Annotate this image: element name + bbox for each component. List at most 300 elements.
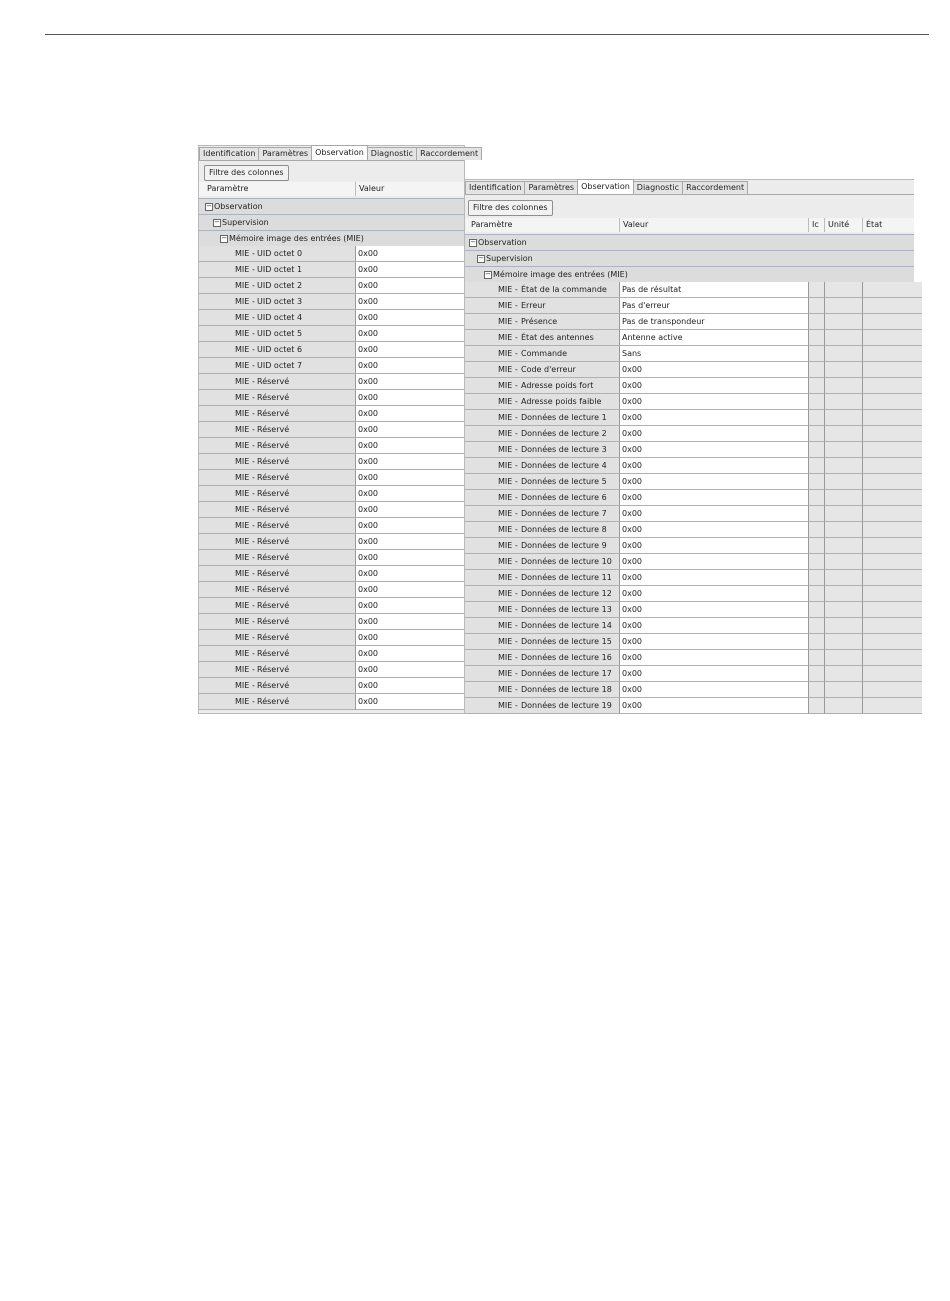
unit-cell [824,362,862,378]
parameter-cell [465,490,619,506]
unit-cell [824,378,862,394]
table-row[interactable] [465,682,914,698]
right-group-observation-label: Observation [478,238,527,247]
parameter-prefix: MIE - [498,333,518,342]
table-row[interactable] [465,570,914,586]
parameter-name: Données de lecture 10 [521,557,612,566]
table-row[interactable] [465,698,914,714]
value-cell[interactable]: 0x00 [355,598,464,614]
value-cell[interactable]: 0x00 [355,342,464,358]
ic-cell [808,298,824,314]
value-cell[interactable]: 0x00 [355,390,464,406]
ic-cell [808,330,824,346]
parameter-prefix: MIE - [498,637,518,646]
value-cell[interactable]: 0x00 [355,662,464,678]
value-cell[interactable]: 0x00 [355,454,464,470]
parameter-prefix: MIE - [498,445,518,454]
parameter-cell [199,566,355,582]
unit-cell [824,522,862,538]
table-row[interactable] [465,586,914,602]
value-cell[interactable]: 0x00 [355,678,464,694]
ic-cell [808,666,824,682]
parameter-cell [465,362,619,378]
right-tab-identification[interactable]: Identification [465,181,525,194]
right-parameter-grid [465,234,914,714]
parameter-name: État des antennes [521,333,594,342]
table-row[interactable] [465,442,914,458]
parameter-prefix: MIE - [498,397,518,406]
parameter-name: Adresse poids fort [521,381,594,390]
table-row[interactable] [465,618,914,634]
table-row[interactable] [465,506,914,522]
parameter-prefix: MIE - [498,349,518,358]
parameter-cell [465,666,619,682]
value-cell[interactable]: 0x00 [355,646,464,662]
state-cell [862,330,922,346]
left-header-valeur[interactable]: Valeur [359,184,385,193]
table-row[interactable] [465,314,914,330]
table-row[interactable] [199,438,464,454]
parameter-name: Réservé [257,681,290,690]
right-group-observation[interactable] [465,234,914,250]
right-header-separator[interactable] [619,218,620,232]
unit-cell [824,682,862,698]
parameter-name: Données de lecture 4 [521,461,607,470]
parameter-prefix: MIE - [498,493,518,502]
parameter-name: Réservé [257,537,290,546]
value-cell[interactable]: Sans [619,346,808,362]
table-row[interactable] [199,262,464,278]
table-row[interactable] [199,406,464,422]
table-row[interactable] [465,538,914,554]
left-header-parametre[interactable]: Paramètre [207,184,249,193]
parameter-cell [465,346,619,362]
table-row[interactable] [199,582,464,598]
table-row[interactable] [465,298,914,314]
ic-cell [808,442,824,458]
table-row[interactable] [465,394,914,410]
value-cell[interactable]: 0x00 [619,634,808,650]
value-cell[interactable]: 0x00 [619,490,808,506]
parameter-name: Commande [521,349,568,358]
ic-cell [808,282,824,298]
table-row[interactable] [199,486,464,502]
right-tab-diagnostic[interactable]: Diagnostic [633,181,683,194]
table-row[interactable] [199,454,464,470]
parameter-prefix: MIE - [498,685,518,694]
table-row[interactable] [199,518,464,534]
collapse-icon[interactable]: − [470,237,476,246]
table-row[interactable] [199,390,464,406]
value-cell[interactable]: 0x00 [619,602,808,618]
collapse-icon[interactable]: − [485,269,491,278]
left-tab-raccordement[interactable]: Raccordement [416,147,482,160]
value-cell[interactable]: 0x00 [355,502,464,518]
table-row[interactable] [465,554,914,570]
collapse-icon[interactable]: − [206,201,212,210]
ic-cell [808,378,824,394]
table-row[interactable] [465,666,914,682]
value-cell[interactable]: 0x00 [619,666,808,682]
collapse-icon[interactable]: − [478,253,484,262]
ic-cell [808,618,824,634]
table-row[interactable] [465,650,914,666]
parameter-prefix: MIE - [498,365,518,374]
unit-cell [824,490,862,506]
unit-cell [824,586,862,602]
table-row[interactable] [465,602,914,618]
parameter-name: UID octet 7 [257,361,303,370]
value-cell[interactable]: 0x00 [355,630,464,646]
unit-cell [824,506,862,522]
ic-cell [808,650,824,666]
parameter-name: Réservé [257,505,290,514]
left-group-observation-label: Observation [214,202,263,211]
parameter-prefix: MIE - [498,285,518,294]
table-row[interactable] [199,294,464,310]
table-row[interactable] [199,374,464,390]
value-cell[interactable]: 0x00 [355,694,464,710]
table-row[interactable] [199,566,464,582]
table-row[interactable] [199,662,464,678]
parameter-prefix: MIE - [498,317,518,326]
state-cell [862,442,922,458]
parameter-cell [465,650,619,666]
parameter-name: Code d'erreur [521,365,576,374]
table-row[interactable] [465,282,914,298]
state-cell [862,586,922,602]
value-cell[interactable]: 0x00 [619,426,808,442]
ic-cell [808,538,824,554]
value-cell[interactable]: 0x00 [619,698,808,714]
ic-cell [808,602,824,618]
value-cell[interactable]: 0x00 [355,358,464,374]
table-row[interactable] [199,278,464,294]
ic-cell [808,634,824,650]
value-cell[interactable]: 0x00 [355,486,464,502]
parameter-name: Réservé [257,553,290,562]
parameter-prefix: MIE - [235,681,255,690]
value-cell[interactable]: 0x00 [619,378,808,394]
table-row[interactable] [199,470,464,486]
left-tab-parametres[interactable]: Paramètres [258,147,312,160]
parameter-cell [465,634,619,650]
right-header-valeur[interactable]: Valeur [623,220,649,229]
parameter-prefix: MIE - [498,477,518,486]
table-row[interactable] [465,362,914,378]
right-group-mie-label: Mémoire image des entrées (MIE) [493,270,628,279]
state-cell [862,314,922,330]
parameter-cell [199,502,355,518]
state-cell [862,394,922,410]
right-group-mie[interactable] [465,266,914,282]
table-row[interactable] [199,326,464,342]
value-cell[interactable]: 0x00 [619,538,808,554]
state-cell [862,698,922,714]
parameter-cell [199,470,355,486]
right-header-separator[interactable] [824,218,825,232]
unit-cell [824,298,862,314]
left-tab-identification[interactable]: Identification [199,147,259,160]
value-cell[interactable]: Pas d'erreur [619,298,808,314]
right-header-parametre[interactable]: Paramètre [471,220,513,229]
value-cell[interactable]: 0x00 [619,394,808,410]
right-tab-divider [465,194,914,195]
parameter-name: UID octet 6 [257,345,303,354]
parameter-cell [465,442,619,458]
parameter-prefix: MIE - [498,573,518,582]
parameter-prefix: MIE - [235,425,255,434]
table-row[interactable] [465,474,914,490]
page-top-rule [45,34,929,35]
state-cell [862,298,922,314]
parameter-cell [199,534,355,550]
parameter-cell [199,614,355,630]
table-row[interactable] [465,410,914,426]
parameter-prefix: MIE - [235,377,255,386]
parameter-prefix: MIE - [235,361,255,370]
table-row[interactable] [465,634,914,650]
ic-cell [808,682,824,698]
value-cell[interactable]: 0x00 [355,262,464,278]
parameter-prefix: MIE - [235,665,255,674]
value-cell[interactable]: 0x00 [619,410,808,426]
parameter-cell [199,646,355,662]
parameter-name: UID octet 5 [257,329,303,338]
parameter-prefix: MIE - [498,541,518,550]
parameter-cell [199,278,355,294]
parameter-cell [199,598,355,614]
parameter-cell [199,294,355,310]
ic-cell [808,570,824,586]
right-header-etat[interactable]: État [866,220,883,229]
value-cell[interactable]: 0x00 [619,442,808,458]
parameter-name: Réservé [257,521,290,530]
parameter-name: Données de lecture 2 [521,429,607,438]
state-cell [862,426,922,442]
value-cell[interactable]: Pas de résultat [619,282,808,298]
left-group-supervision-label: Supervision [222,218,269,227]
parameter-prefix: MIE - [235,617,255,626]
table-row[interactable] [199,502,464,518]
state-cell [862,538,922,554]
value-cell[interactable]: 0x00 [355,294,464,310]
left-column-header [199,182,464,196]
value-cell[interactable]: 0x00 [619,570,808,586]
parameter-prefix: MIE - [235,537,255,546]
ic-cell [808,554,824,570]
table-row[interactable] [465,522,914,538]
parameter-prefix: MIE - [235,457,255,466]
parameter-prefix: MIE - [498,557,518,566]
right-group-supervision[interactable] [465,250,914,266]
value-cell[interactable]: 0x00 [355,438,464,454]
left-tab-bar [199,146,481,160]
table-row[interactable] [199,246,464,262]
value-cell[interactable]: 0x00 [355,278,464,294]
value-cell[interactable]: 0x00 [619,682,808,698]
right-header-unite[interactable]: Unité [828,220,850,229]
table-row[interactable] [199,342,464,358]
parameter-cell [465,554,619,570]
parameter-name: UID octet 3 [257,297,303,306]
parameter-name: Données de lecture 8 [521,525,607,534]
right-header-separator[interactable] [808,218,809,232]
parameter-name: Données de lecture 14 [521,621,612,630]
parameter-cell [465,698,619,714]
parameter-cell [199,630,355,646]
value-cell[interactable]: 0x00 [355,310,464,326]
value-cell[interactable]: 0x00 [619,554,808,570]
table-row[interactable] [465,490,914,506]
parameter-prefix: MIE - [498,605,518,614]
value-cell[interactable]: 0x00 [619,458,808,474]
left-group-observation[interactable] [199,198,464,214]
ic-cell [808,506,824,522]
table-row[interactable] [199,678,464,694]
parameter-cell [465,458,619,474]
value-cell[interactable]: 0x00 [619,618,808,634]
parameter-prefix: MIE - [235,249,255,258]
value-cell[interactable]: 0x00 [619,650,808,666]
right-tab-parametres[interactable]: Paramètres [524,181,578,194]
parameter-cell [199,550,355,566]
parameter-name: Données de lecture 6 [521,493,607,502]
parameter-prefix: MIE - [235,697,255,706]
left-group-supervision[interactable] [199,214,464,230]
left-tab-observation[interactable]: Observation [311,145,368,160]
parameter-name: Données de lecture 1 [521,413,607,422]
parameter-cell [199,406,355,422]
table-row[interactable] [199,422,464,438]
parameter-name: UID octet 1 [257,265,303,274]
unit-cell [824,554,862,570]
value-cell[interactable]: 0x00 [355,566,464,582]
table-row[interactable] [465,378,914,394]
parameter-name: Réservé [257,473,290,482]
parameter-cell [199,262,355,278]
parameter-prefix: MIE - [498,589,518,598]
table-row[interactable] [199,694,464,710]
left-group-mie[interactable] [199,230,464,246]
left-parameter-grid [199,198,464,710]
unit-cell [824,570,862,586]
parameter-prefix: MIE - [235,313,255,322]
parameter-prefix: MIE - [235,441,255,450]
right-filter-columns-button[interactable]: Filtre des colonnes [468,200,553,216]
unit-cell [824,650,862,666]
unit-cell [824,314,862,330]
unit-cell [824,410,862,426]
unit-cell [824,394,862,410]
parameter-cell [199,662,355,678]
parameter-prefix: MIE - [235,649,255,658]
value-cell[interactable]: Pas de transpondeur [619,314,808,330]
table-row[interactable] [199,614,464,630]
collapse-icon[interactable]: − [214,217,220,226]
value-cell[interactable]: 0x00 [355,518,464,534]
parameter-name: Réservé [257,697,290,706]
table-row[interactable] [199,646,464,662]
parameter-name: Réservé [257,489,290,498]
parameter-cell [199,694,355,710]
right-header-separator[interactable] [862,218,863,232]
right-tab-raccordement[interactable]: Raccordement [682,181,748,194]
table-row[interactable] [465,458,914,474]
state-cell [862,458,922,474]
state-cell [862,650,922,666]
value-cell[interactable]: Antenne active [619,330,808,346]
value-cell[interactable]: 0x00 [355,534,464,550]
left-group-mie-label: Mémoire image des entrées (MIE) [229,234,364,243]
parameter-cell [465,506,619,522]
value-cell[interactable]: 0x00 [355,470,464,486]
ic-cell [808,458,824,474]
parameter-prefix: MIE - [235,553,255,562]
state-cell [862,362,922,378]
value-cell[interactable]: 0x00 [619,474,808,490]
ic-cell [808,586,824,602]
table-row[interactable] [199,630,464,646]
value-cell[interactable]: 0x00 [355,614,464,630]
value-cell[interactable]: 0x00 [355,422,464,438]
value-cell[interactable]: 0x00 [619,506,808,522]
parameter-cell [199,454,355,470]
table-row[interactable] [465,426,914,442]
right-tab-observation[interactable]: Observation [577,179,634,194]
right-parameter-window [464,179,914,714]
value-cell[interactable]: 0x00 [355,374,464,390]
parameter-name: Réservé [257,633,290,642]
parameter-name: Données de lecture 15 [521,637,612,646]
left-header-separator[interactable] [355,182,356,196]
value-cell[interactable]: 0x00 [355,326,464,342]
parameter-prefix: MIE - [498,621,518,630]
table-row[interactable] [199,598,464,614]
value-cell[interactable]: 0x00 [619,522,808,538]
table-row[interactable] [199,358,464,374]
table-row[interactable] [465,346,914,362]
value-cell[interactable]: 0x00 [355,246,464,262]
parameter-cell [465,538,619,554]
table-row[interactable] [199,550,464,566]
left-tab-diagnostic[interactable]: Diagnostic [367,147,417,160]
parameter-cell [199,390,355,406]
parameter-cell [465,314,619,330]
table-row[interactable] [465,330,914,346]
left-parameter-window [198,145,479,714]
value-cell[interactable]: 0x00 [355,406,464,422]
parameter-prefix: MIE - [235,329,255,338]
parameter-name: UID octet 4 [257,313,303,322]
parameter-prefix: MIE - [498,509,518,518]
left-filter-columns-button[interactable]: Filtre des colonnes [204,165,289,181]
state-cell [862,634,922,650]
table-row[interactable] [199,310,464,326]
value-cell[interactable]: 0x00 [619,586,808,602]
ic-cell [808,314,824,330]
collapse-icon[interactable]: − [221,233,227,242]
value-cell[interactable]: 0x00 [355,582,464,598]
parameter-prefix: MIE - [235,409,255,418]
value-cell[interactable]: 0x00 [355,550,464,566]
table-row[interactable] [199,534,464,550]
right-tab-bar [465,180,747,194]
value-cell[interactable]: 0x00 [619,362,808,378]
right-column-header [465,218,914,232]
right-header-ic[interactable]: Ic [812,220,819,229]
parameter-prefix: MIE - [235,521,255,530]
